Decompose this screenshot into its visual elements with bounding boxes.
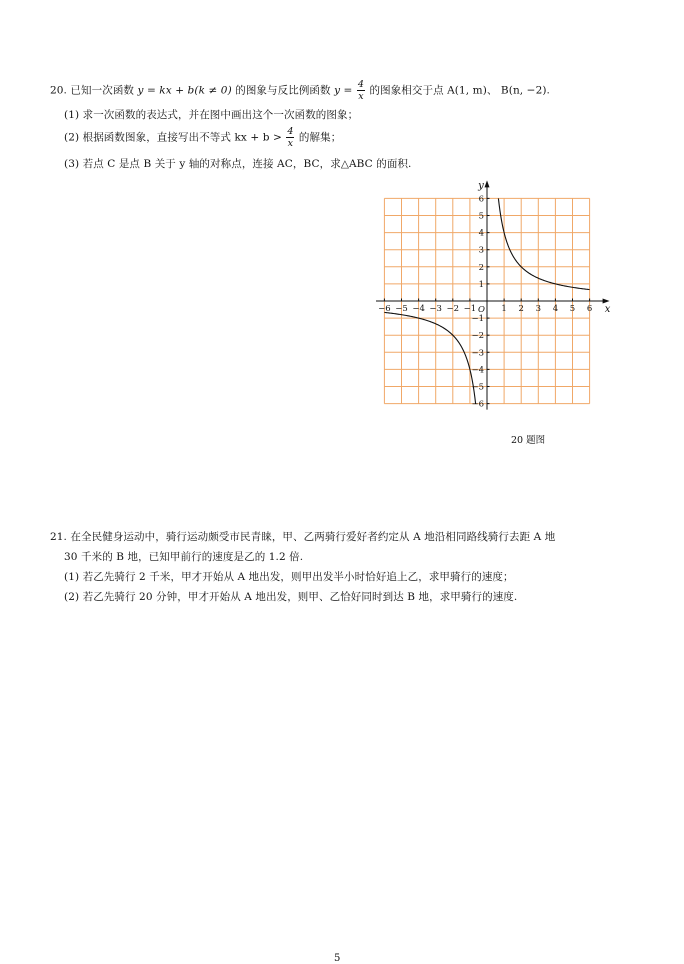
x-tick-label: 2 [518, 304, 524, 314]
y-axis-label: y [478, 180, 484, 192]
y-axis-arrow [485, 180, 490, 187]
axes [376, 180, 610, 409]
tick-labels [378, 180, 611, 409]
y-tick-label: 6 [478, 194, 484, 205]
x-tick-label: −6 [378, 304, 391, 314]
x-tick-label: −5 [395, 304, 408, 314]
q20-part2-fraction: $\frac{4}{x}$ [287, 126, 294, 149]
y-tick-label: −1 [471, 314, 484, 325]
y-tick-label: −6 [471, 399, 484, 410]
y-tick-label: 1 [478, 279, 484, 290]
x-tick-label: 6 [586, 304, 593, 314]
q20-part-1: (1) 求一次函数的表达式，并在图中画出这个一次函数的图象； [64, 109, 359, 121]
y-tick-label: −2 [471, 331, 484, 342]
q20-statement: 20. 已知一次函数 y = kx + b(k ≠ 0) 的图象与反比例函数 y = $\frac{4}{x}$ 的图象相交于点 A(1, m)、 B(n, −2). [50, 79, 550, 102]
q21-statement-line2: 30 千米的 B 地，已知甲前行的速度是乙的 1.2 倍. [64, 551, 304, 563]
q21-part-1: (1) 若乙先骑行 2 千米，甲才开始从 A 地出发，则甲出发半小时恰好追上乙，求甲骑行的速度； [64, 571, 514, 583]
x-tick-label: 1 [501, 304, 507, 314]
y-tick-label: 4 [478, 228, 484, 239]
y-tick-label: −4 [471, 365, 484, 376]
q21-statement-line1: 21. 在全民健身运动中，骑行运动颇受市民青睐，甲、乙两骑行爱好者约定从 A 地沿相同路线骑行去距 A 地 [50, 531, 556, 543]
hyperbola-branch-first-quadrant [498, 198, 589, 289]
y-tick-label: −3 [471, 348, 484, 359]
hyperbola-branch-third-quadrant [384, 312, 475, 403]
q20-part-3: (3) 若点 C 是点 B 关于 y 轴的对称点，连接 AC，BC，求△ABC 的面积. [64, 158, 412, 170]
q21-part-2: (2) 若乙先骑行 20 分钟，甲才开始从 A 地出发，则甲、乙恰好同时到达 B 地，求甲骑行的速度. [64, 591, 518, 603]
y-tick-label: 3 [478, 245, 484, 256]
figure-caption: 20 题图 [511, 435, 546, 446]
x-tick-label: 4 [552, 304, 559, 314]
x-tick-label: 3 [535, 304, 542, 314]
x-tick-label: −1 [463, 304, 477, 314]
q20-linear-function: y = kx + b(k ≠ 0) [137, 84, 232, 97]
x-tick-label: −2 [446, 304, 460, 314]
x-tick-label: −3 [429, 304, 442, 314]
q20-coordinate-graph [376, 180, 626, 412]
x-axis-label: x [604, 304, 611, 315]
q20-fraction: $\frac{4}{x}$ [357, 79, 365, 102]
x-axis-arrow [603, 299, 610, 304]
page-number: 5 [334, 953, 341, 964]
x-tick-label: 5 [569, 304, 576, 314]
y-tick-label: 5 [478, 211, 484, 222]
origin-label: O [478, 305, 485, 315]
y-tick-label: 2 [478, 262, 484, 273]
x-tick-label: −4 [412, 304, 425, 314]
y-tick-label: −5 [471, 382, 484, 393]
q20-part-2: (2) 根据函数图象，直接写出不等式 kx + b > $\frac{4}{x}$ 的解集； [64, 126, 342, 149]
